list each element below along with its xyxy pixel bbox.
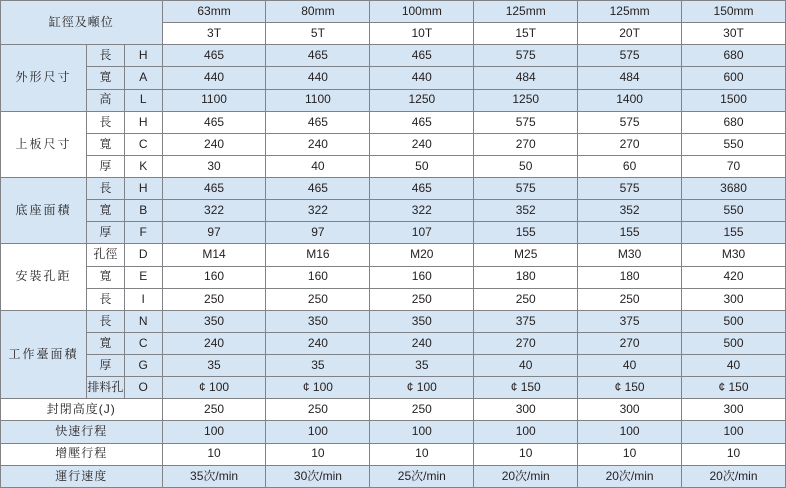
value-cell: 40: [578, 355, 682, 377]
value-cell: 155: [578, 222, 682, 244]
dimension-code: A: [124, 67, 162, 89]
value-cell: 250: [162, 399, 266, 421]
table-row: [1, 155, 786, 177]
value-cell: M20: [370, 244, 474, 266]
dimension-label: 長: [87, 111, 125, 133]
dimension-code: F: [124, 222, 162, 244]
value-cell: 465: [370, 178, 474, 200]
value-cell: 250: [266, 399, 370, 421]
value-cell: 100: [266, 421, 370, 443]
dimension-code: B: [124, 200, 162, 222]
value-cell: 35次/min: [162, 465, 266, 487]
dimension-code: H: [124, 45, 162, 67]
header-tonnage-5: 30T: [682, 23, 786, 45]
value-cell: 270: [578, 133, 682, 155]
value-cell: 35: [370, 355, 474, 377]
value-cell: 40: [682, 355, 786, 377]
dimension-label: 長: [87, 288, 125, 310]
value-cell: 1250: [370, 89, 474, 111]
dimension-label: 寬: [87, 266, 125, 288]
value-cell: 10: [474, 443, 578, 465]
value-cell: M30: [578, 244, 682, 266]
dimension-label: 厚: [87, 222, 125, 244]
table-row: [1, 288, 786, 310]
value-cell: 575: [578, 111, 682, 133]
value-cell: 20次/min: [578, 465, 682, 487]
value-cell: 465: [162, 45, 266, 67]
value-cell: ¢ 100: [266, 377, 370, 399]
value-cell: 322: [266, 200, 370, 222]
value-cell: 10: [162, 443, 266, 465]
value-cell: M25: [474, 244, 578, 266]
table-row: [1, 244, 786, 266]
value-cell: 500: [682, 332, 786, 354]
value-cell: 100: [162, 421, 266, 443]
value-cell: 420: [682, 266, 786, 288]
value-cell: 35: [162, 355, 266, 377]
value-cell: 250: [266, 288, 370, 310]
group-label-0: 外形尺寸: [1, 45, 87, 111]
table-row: [1, 200, 786, 222]
value-cell: 30: [162, 155, 266, 177]
value-cell: 100: [370, 421, 474, 443]
value-cell: 1500: [682, 89, 786, 111]
value-cell: 107: [370, 222, 474, 244]
dimension-label: 厚: [87, 155, 125, 177]
value-cell: ¢ 150: [682, 377, 786, 399]
dimension-code: O: [124, 377, 162, 399]
dimension-label: 孔徑: [87, 244, 125, 266]
header-tonnage-0: 3T: [162, 23, 266, 45]
dimension-code: I: [124, 288, 162, 310]
header-tonnage-2: 10T: [370, 23, 474, 45]
value-cell: 250: [474, 288, 578, 310]
value-cell: 350: [370, 310, 474, 332]
dimension-code: K: [124, 155, 162, 177]
dimension-label: 寬: [87, 200, 125, 222]
value-cell: 352: [578, 200, 682, 222]
value-cell: 300: [682, 288, 786, 310]
header-corner-label: 缸徑及噸位: [1, 1, 163, 45]
value-cell: 3680: [682, 178, 786, 200]
value-cell: 440: [162, 67, 266, 89]
value-cell: 155: [474, 222, 578, 244]
value-cell: 20次/min: [682, 465, 786, 487]
value-cell: 180: [474, 266, 578, 288]
dimension-code: C: [124, 133, 162, 155]
footer-label-0: 封閉高度(J): [1, 399, 163, 421]
value-cell: 440: [266, 67, 370, 89]
table-row: [1, 222, 786, 244]
dimension-code: N: [124, 310, 162, 332]
value-cell: 25次/min: [370, 465, 474, 487]
header-tonnage-4: 20T: [578, 23, 682, 45]
value-cell: 270: [474, 332, 578, 354]
table-row: [1, 443, 786, 465]
value-cell: 40: [266, 155, 370, 177]
value-cell: 1100: [266, 89, 370, 111]
value-cell: 97: [266, 222, 370, 244]
table-row: [1, 377, 786, 399]
group-label-2: 底座面積: [1, 178, 87, 244]
value-cell: 680: [682, 111, 786, 133]
dimension-label: 厚: [87, 355, 125, 377]
value-cell: 550: [682, 133, 786, 155]
dimension-label: 寬: [87, 133, 125, 155]
value-cell: 70: [682, 155, 786, 177]
value-cell: 270: [474, 133, 578, 155]
table-row: [1, 111, 786, 133]
value-cell: 352: [474, 200, 578, 222]
value-cell: 50: [370, 155, 474, 177]
table-row: [1, 266, 786, 288]
value-cell: 575: [474, 45, 578, 67]
value-cell: 240: [370, 332, 474, 354]
value-cell: 575: [474, 178, 578, 200]
dimension-code: L: [124, 89, 162, 111]
table-row: [1, 332, 786, 354]
value-cell: 350: [266, 310, 370, 332]
value-cell: 465: [266, 45, 370, 67]
value-cell: 465: [266, 178, 370, 200]
footer-label-1: 快速行程: [1, 421, 163, 443]
value-cell: 250: [162, 288, 266, 310]
value-cell: 465: [266, 111, 370, 133]
value-cell: 60: [578, 155, 682, 177]
value-cell: 484: [474, 67, 578, 89]
value-cell: 155: [682, 222, 786, 244]
header-size-0: 63mm: [162, 1, 266, 23]
value-cell: 680: [682, 45, 786, 67]
dimension-label: 寬: [87, 332, 125, 354]
value-cell: M30: [682, 244, 786, 266]
header-tonnage-3: 15T: [474, 23, 578, 45]
value-cell: 465: [162, 178, 266, 200]
value-cell: 30次/min: [266, 465, 370, 487]
value-cell: 1400: [578, 89, 682, 111]
value-cell: 50: [474, 155, 578, 177]
value-cell: ¢ 100: [370, 377, 474, 399]
value-cell: ¢ 100: [162, 377, 266, 399]
value-cell: 500: [682, 310, 786, 332]
header-size-5: 150mm: [682, 1, 786, 23]
value-cell: 240: [162, 133, 266, 155]
dimension-label: 長: [87, 178, 125, 200]
dimension-code: H: [124, 111, 162, 133]
value-cell: 10: [682, 443, 786, 465]
dimension-label: 高: [87, 89, 125, 111]
value-cell: 100: [474, 421, 578, 443]
value-cell: 100: [578, 421, 682, 443]
value-cell: 240: [266, 133, 370, 155]
value-cell: ¢ 150: [578, 377, 682, 399]
header-size-3: 125mm: [474, 1, 578, 23]
value-cell: 240: [266, 332, 370, 354]
value-cell: 250: [578, 288, 682, 310]
table-row: [1, 421, 786, 443]
dimension-code: E: [124, 266, 162, 288]
header-row-sizes: [1, 1, 786, 23]
value-cell: 160: [266, 266, 370, 288]
table-row: [1, 310, 786, 332]
value-cell: 465: [370, 45, 474, 67]
value-cell: 300: [578, 399, 682, 421]
table-row: [1, 399, 786, 421]
value-cell: 550: [682, 200, 786, 222]
table-row: [1, 133, 786, 155]
value-cell: 10: [370, 443, 474, 465]
value-cell: 160: [162, 266, 266, 288]
value-cell: 10: [266, 443, 370, 465]
value-cell: 1100: [162, 89, 266, 111]
dimension-label: 長: [87, 310, 125, 332]
value-cell: 575: [578, 45, 682, 67]
header-size-4: 125mm: [578, 1, 682, 23]
value-cell: 484: [578, 67, 682, 89]
dimension-code: C: [124, 332, 162, 354]
table-row: [1, 89, 786, 111]
footer-label-3: 運行速度: [1, 465, 163, 487]
value-cell: 20次/min: [474, 465, 578, 487]
value-cell: 270: [578, 332, 682, 354]
value-cell: 97: [162, 222, 266, 244]
dimension-label: 排料孔: [87, 377, 125, 399]
value-cell: 322: [370, 200, 474, 222]
dimension-code: D: [124, 244, 162, 266]
value-cell: M16: [266, 244, 370, 266]
value-cell: 375: [474, 310, 578, 332]
dimension-label: 寬: [87, 67, 125, 89]
value-cell: 160: [370, 266, 474, 288]
value-cell: ¢ 150: [474, 377, 578, 399]
value-cell: 465: [162, 111, 266, 133]
value-cell: M14: [162, 244, 266, 266]
value-cell: 322: [162, 200, 266, 222]
value-cell: 35: [266, 355, 370, 377]
value-cell: 250: [370, 288, 474, 310]
value-cell: 465: [370, 111, 474, 133]
value-cell: 100: [682, 421, 786, 443]
value-cell: 440: [370, 67, 474, 89]
group-label-3: 安裝孔距: [1, 244, 87, 310]
table-row: [1, 355, 786, 377]
table-row: [1, 465, 786, 487]
table-row: [1, 178, 786, 200]
header-size-2: 100mm: [370, 1, 474, 23]
group-label-1: 上板尺寸: [1, 111, 87, 177]
footer-label-2: 增壓行程: [1, 443, 163, 465]
value-cell: 240: [370, 133, 474, 155]
value-cell: 250: [370, 399, 474, 421]
header-size-1: 80mm: [266, 1, 370, 23]
value-cell: 375: [578, 310, 682, 332]
value-cell: 10: [578, 443, 682, 465]
dimension-code: H: [124, 178, 162, 200]
value-cell: 40: [474, 355, 578, 377]
table-row: [1, 67, 786, 89]
value-cell: 300: [474, 399, 578, 421]
table-row: [1, 45, 786, 67]
group-label-4: 工作臺面積: [1, 310, 87, 399]
value-cell: 575: [578, 178, 682, 200]
dimension-code: G: [124, 355, 162, 377]
value-cell: 350: [162, 310, 266, 332]
header-tonnage-1: 5T: [266, 23, 370, 45]
value-cell: 600: [682, 67, 786, 89]
value-cell: 180: [578, 266, 682, 288]
value-cell: 575: [474, 111, 578, 133]
value-cell: 240: [162, 332, 266, 354]
dimension-label: 長: [87, 45, 125, 67]
value-cell: 1250: [474, 89, 578, 111]
value-cell: 300: [682, 399, 786, 421]
